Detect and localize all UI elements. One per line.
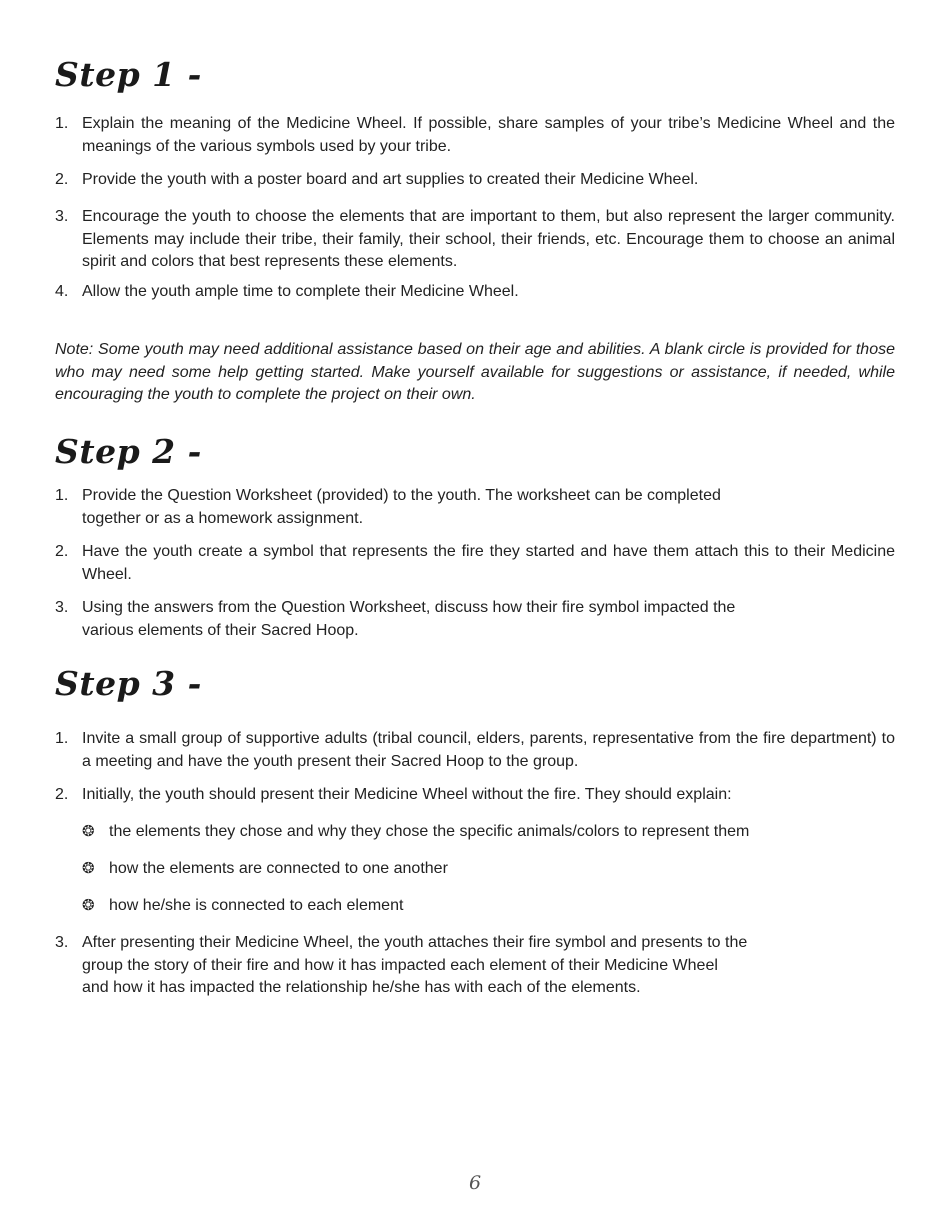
item-text-line: After presenting their Medicine Wheel, the youth attaches their fire symbol and presents to the bbox=[82, 934, 748, 951]
step-2-item-1 bbox=[55, 485, 895, 530]
step-3-bullet-1 bbox=[82, 821, 882, 844]
item-text: Provide the youth with a poster board and art supplies to created their Medicine Wheel. bbox=[82, 171, 699, 188]
bullet-icon: ❂ bbox=[82, 897, 95, 914]
item-number: 1. bbox=[55, 730, 69, 747]
step-3-item-1 bbox=[55, 728, 895, 773]
item-text: Invite a small group of supportive adults (tribal council, elders, parents, representative from the fire department) to a meeting and have the youth present their Sacred Hoop to the group. bbox=[82, 730, 895, 770]
item-number: 2. bbox=[55, 543, 69, 560]
step-3-bullet-2 bbox=[82, 858, 882, 881]
item-number: 4. bbox=[55, 283, 69, 300]
item-text: Allow the youth ample time to complete their Medicine Wheel. bbox=[82, 283, 519, 300]
item-text-line: Using the answers from the Question Worksheet, discuss how their fire symbol impacted the bbox=[82, 599, 736, 616]
item-number: 1. bbox=[55, 487, 69, 504]
step-2-item-2 bbox=[55, 541, 895, 586]
step-1-note: Note: Some youth may need additional assistance based on their age and abilities. A blank circle is provided for those who may need some help getting started. Make yourself available for suggestions or assistance, if needed, while encouraging the youth to complete the project on their own. bbox=[55, 341, 895, 403]
item-text bbox=[82, 932, 895, 1000]
step-1-item-1 bbox=[55, 113, 895, 158]
item-text-line: Provide the Question Worksheet (provided) to the youth. The worksheet can be completed bbox=[82, 487, 721, 504]
step-1-heading: Step 1 - bbox=[55, 55, 202, 94]
bullet-icon: ❂ bbox=[82, 860, 95, 877]
item-number: 3. bbox=[55, 599, 69, 616]
item-text: Encourage the youth to choose the elements that are important to them, but also represent the larger community. Elements may include their tribe, their family, their school, their friends, etc. Encourage them to choose an animal spirit and colors that best represents these elements. bbox=[82, 208, 895, 270]
bullet-text: how the elements are connected to one another bbox=[109, 860, 448, 877]
item-text bbox=[82, 597, 895, 642]
step-2-item-3 bbox=[55, 597, 895, 642]
item-number: 1. bbox=[55, 115, 69, 132]
step-1-item-3 bbox=[55, 206, 895, 274]
item-text-line: various elements of their Sacred Hoop. bbox=[82, 621, 359, 639]
item-number: 2. bbox=[55, 171, 69, 188]
page-number: 6 bbox=[468, 1172, 482, 1194]
step-1-item-4 bbox=[55, 281, 895, 304]
step-2-heading: Step 2 - bbox=[55, 432, 202, 471]
step-3-item-3 bbox=[55, 932, 895, 1000]
bullet-text: the elements they chose and why they chose the specific animals/colors to represent them bbox=[109, 823, 750, 840]
item-text: Have the youth create a symbol that represents the fire they started and have them attach this to their Medicine Wheel. bbox=[82, 543, 895, 583]
item-text-line: group the story of their fire and how it has impacted each element of their Medicine Wheel bbox=[82, 956, 718, 974]
item-text: Initially, the youth should present their Medicine Wheel without the fire. They should explain: bbox=[82, 786, 732, 803]
bullet-icon: ❂ bbox=[82, 823, 95, 840]
bullet-text: how he/she is connected to each element bbox=[109, 897, 404, 914]
item-text-line: and how it has impacted the relationship he/she has with each of the elements. bbox=[82, 979, 641, 996]
item-text: Explain the meaning of the Medicine Wheel. If possible, share samples of your tribe’s Medicine Wheel and the meanings of the various symbols used by your tribe. bbox=[82, 115, 895, 155]
item-number: 3. bbox=[55, 934, 69, 951]
step-3-item-2 bbox=[55, 784, 895, 807]
step-1-item-2 bbox=[55, 169, 895, 192]
item-text bbox=[82, 485, 895, 530]
item-number: 3. bbox=[55, 208, 69, 225]
item-text-line: together or as a homework assignment. bbox=[82, 509, 364, 527]
step-3-bullet-3 bbox=[82, 895, 882, 918]
item-number: 2. bbox=[55, 786, 69, 803]
step-3-heading: Step 3 - bbox=[55, 664, 202, 703]
